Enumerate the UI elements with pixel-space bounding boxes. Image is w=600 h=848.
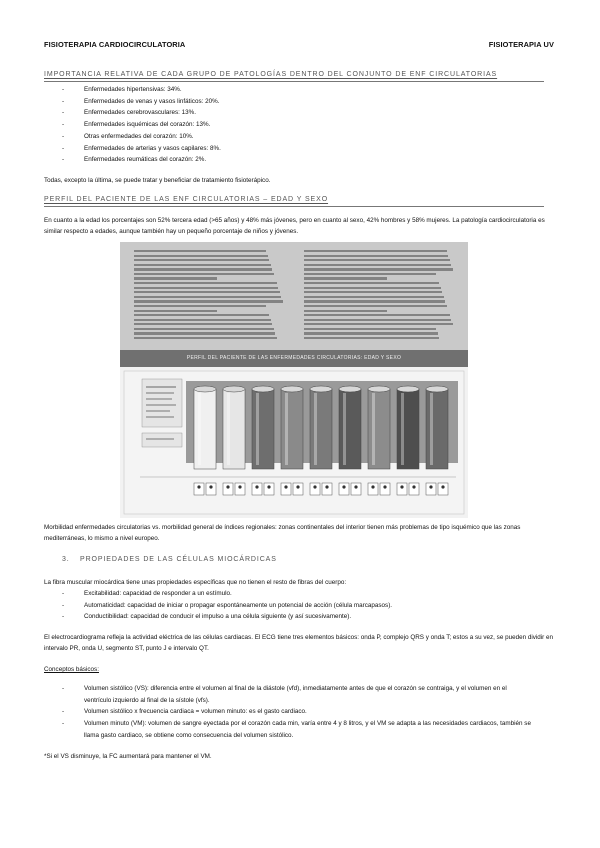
list-item: - Enfermedades de venas y vasos linfáticos: 20%. — [62, 96, 221, 108]
figure-chart-svg — [120, 367, 468, 518]
figure-scan-line — [134, 300, 283, 302]
figure-cylinder — [223, 386, 245, 469]
figure-scan-line — [134, 319, 271, 321]
figure-scan-line — [134, 291, 280, 293]
figure-scan-line — [304, 291, 442, 293]
figure-cylinder — [368, 386, 390, 469]
figure-sex-icon — [438, 483, 448, 495]
list-item: - Excitabilidad: capacidad de responder a un estímulo. — [62, 588, 392, 600]
figure-sex-icon — [206, 483, 216, 495]
header-course-title: FISIOTERAPIA CARDIOCIRCULATORIA — [44, 40, 186, 49]
figure-cylinder — [281, 386, 303, 469]
figure-scan-line — [134, 264, 271, 266]
list-item: - Enfermedades reumáticas del corazón: 2%. — [62, 154, 221, 166]
figure-scan-line — [304, 282, 439, 284]
list-item: - Volumen sistólico x frecuencia cardiaca = volumen minuto: es el gasto cardiaco. — [62, 706, 532, 718]
figure-scan-line — [304, 332, 438, 334]
properties-list — [62, 588, 392, 623]
figure-cylinder — [339, 386, 361, 469]
figure-scan-line — [134, 282, 277, 284]
list-item: - Enfermedades isquémicas del corazón: 13%. — [62, 119, 221, 131]
section3-intro: La fibra muscular miocárdica tiene unas propiedades específicas que no tienen el resto de fibras del cuerpo: — [44, 579, 347, 586]
figure-scan-line — [134, 250, 266, 252]
figure-cylinder — [397, 386, 419, 469]
figure-scan-line — [304, 296, 444, 298]
figure-scan-line — [134, 323, 272, 325]
list-item: - Conductibilidad: capacidad de conducir el impulso a una célula siguiente (y así sucesivamente). — [62, 611, 392, 623]
figure-scan-line — [134, 314, 269, 316]
figure-scan-line — [134, 277, 217, 279]
section-divider — [44, 81, 544, 82]
figure-scan-line — [134, 332, 275, 334]
figure-sex-icon — [426, 483, 436, 495]
figure-scan-line — [304, 268, 453, 270]
header-university: FISIOTERAPIA UV — [488, 40, 554, 49]
figure-scan-line — [304, 287, 441, 289]
section3-title: PROPIEDADES DE LAS CÉLULAS MIOCÁRDICAS — [80, 556, 277, 563]
figure-scan-line — [304, 250, 447, 252]
figure-sex-icon — [281, 483, 291, 495]
figure-sex-icon — [368, 483, 378, 495]
concepts-title: Conceptos básicos: — [44, 666, 99, 673]
list-item: - Volumen sistólico (VS): diferencia entre el volumen al final de la diástole (vfd), inmediatamente antes de que el corazón se contraiga, y el volumen en el ventrículo izquierdo al final de la sístole (vfs). — [62, 683, 532, 706]
figure-scan-line — [304, 319, 451, 321]
figure-scan-line — [134, 255, 268, 257]
figure-sex-icon — [397, 483, 407, 495]
figure-chart-image — [120, 367, 468, 518]
figure-scan-line — [304, 337, 439, 339]
section-title-importancia: IMPORTANCIA RELATIVA DE CADA GRUPO DE PATOLOGÍAS DENTRO DEL CONJUNTO DE ENF CIRCULATORIAS — [44, 71, 498, 78]
figure-sex-icon — [322, 483, 332, 495]
figure-scan-line — [134, 310, 217, 312]
figure-scan-line — [134, 296, 281, 298]
section2-paragraph: En cuanto a la edad los porcentajes son 52% tercera edad (>65 años) y 48% más jóvenes, pero en cuanto al sexo, 42% hombres y 58% mujeres. La patología cardiocirculatoria es similar respecto a edades, aunque también hay un pequeño porcentaje de niños y jóvenes. — [44, 217, 545, 236]
figure-sex-icon — [264, 483, 274, 495]
figure-sex-icon — [235, 483, 245, 495]
figure-cylinder — [194, 386, 216, 469]
figure-sex-icon — [351, 483, 361, 495]
section1-note: Todas, excepto la última, se puede tratar y beneficiar de tratamiento fisioterápico. — [44, 177, 271, 184]
figure-scan-line — [304, 305, 447, 307]
list-item: - Enfermedades de arterias y vasos capilares: 8%. — [62, 143, 221, 155]
list-item: - Otras enfermedades del corazón: 10%. — [62, 131, 221, 143]
list-item: - Enfermedades cerebrovasculares: 13%. — [62, 107, 221, 119]
list-item: - Automaticidad: capacidad de iniciar o propagar espontáneamente un potencial de acción (célula marcapasos). — [62, 600, 392, 612]
figure-cylinder — [426, 386, 448, 469]
figure-sex-icon — [380, 483, 390, 495]
figure-scan-line — [304, 259, 450, 261]
footnote: *Si el VS disminuye, la FC aumentará para mantener el VM. — [44, 753, 212, 760]
figure-sex-icon — [293, 483, 303, 495]
figure-sex-icon — [252, 483, 262, 495]
figure-scan-line — [134, 268, 272, 270]
concepts-list — [62, 683, 532, 742]
figure-cylinder — [252, 386, 274, 469]
list-item: - Enfermedades hipertensivas: 34%. — [62, 84, 221, 96]
figure-scan-line — [304, 277, 387, 279]
figure-text-scan — [120, 242, 468, 350]
section3-heading — [62, 554, 577, 565]
figure-scan-line — [134, 337, 277, 339]
figure-scan-line — [304, 310, 387, 312]
figure-sex-icon — [339, 483, 349, 495]
figure-scan-line — [304, 314, 450, 316]
figure-scan-line — [134, 305, 266, 307]
figure-sex-icon — [194, 483, 204, 495]
patient-profile-figure — [120, 242, 468, 518]
figure-scan-line — [134, 273, 274, 275]
figure-sex-icon — [223, 483, 233, 495]
figure-sex-icon — [409, 483, 419, 495]
figure-sex-icon — [310, 483, 320, 495]
figure-scan-line — [304, 255, 448, 257]
figure-title: PERFIL DEL PACIENTE DE LAS ENFERMEDADES CIRCULATORIAS: EDAD Y SEXO — [186, 355, 402, 361]
figure-scan-line — [304, 323, 453, 325]
figure-scan-line — [304, 300, 445, 302]
section3-number: 3. — [62, 556, 70, 563]
figure-scan-line — [134, 259, 269, 261]
figure-scan-line — [304, 273, 436, 275]
figure-title-band — [120, 350, 468, 367]
section-title-perfil: PERFIL DEL PACIENTE DE LAS ENF CIRCULATORIAS – EDAD Y SEXO — [44, 196, 329, 203]
ecg-paragraph: El electrocardiograma refleja la actividad eléctrica de las células cardiacas. El ECG tiene tres elementos básicos: onda P, complejo QRS y onda T; estos a su vez, se pueden dividir en intervalo PR, onda U, segmento ST, punto J e intervalo QT. — [44, 634, 554, 653]
section-divider — [44, 206, 544, 207]
list-item: - Volumen minuto (VM): volumen de sangre eyectada por el corazón cada min, varía entre 4 y 8 litros, y el VM se adapta a las necesidades cardiacos, también se llama gasto cardiaco, se obtiene como consecuencia del volumen sistólico. — [62, 718, 532, 741]
figure-scan-line — [134, 328, 274, 330]
pathology-list — [62, 84, 221, 166]
figure-scan-line — [134, 287, 278, 289]
figure-scan-line — [304, 328, 436, 330]
figure-scan-line — [304, 264, 451, 266]
figure-cylinder — [310, 386, 332, 469]
section2-paragraph-after: Morbilidad enfermedades circulatorias vs. morbilidad general de índices regionales: zonas continentales del interior tienen más problemas de tipo isquémico que las zonas mediterráneas, lo mismo a nivel europeo. — [44, 524, 521, 543]
